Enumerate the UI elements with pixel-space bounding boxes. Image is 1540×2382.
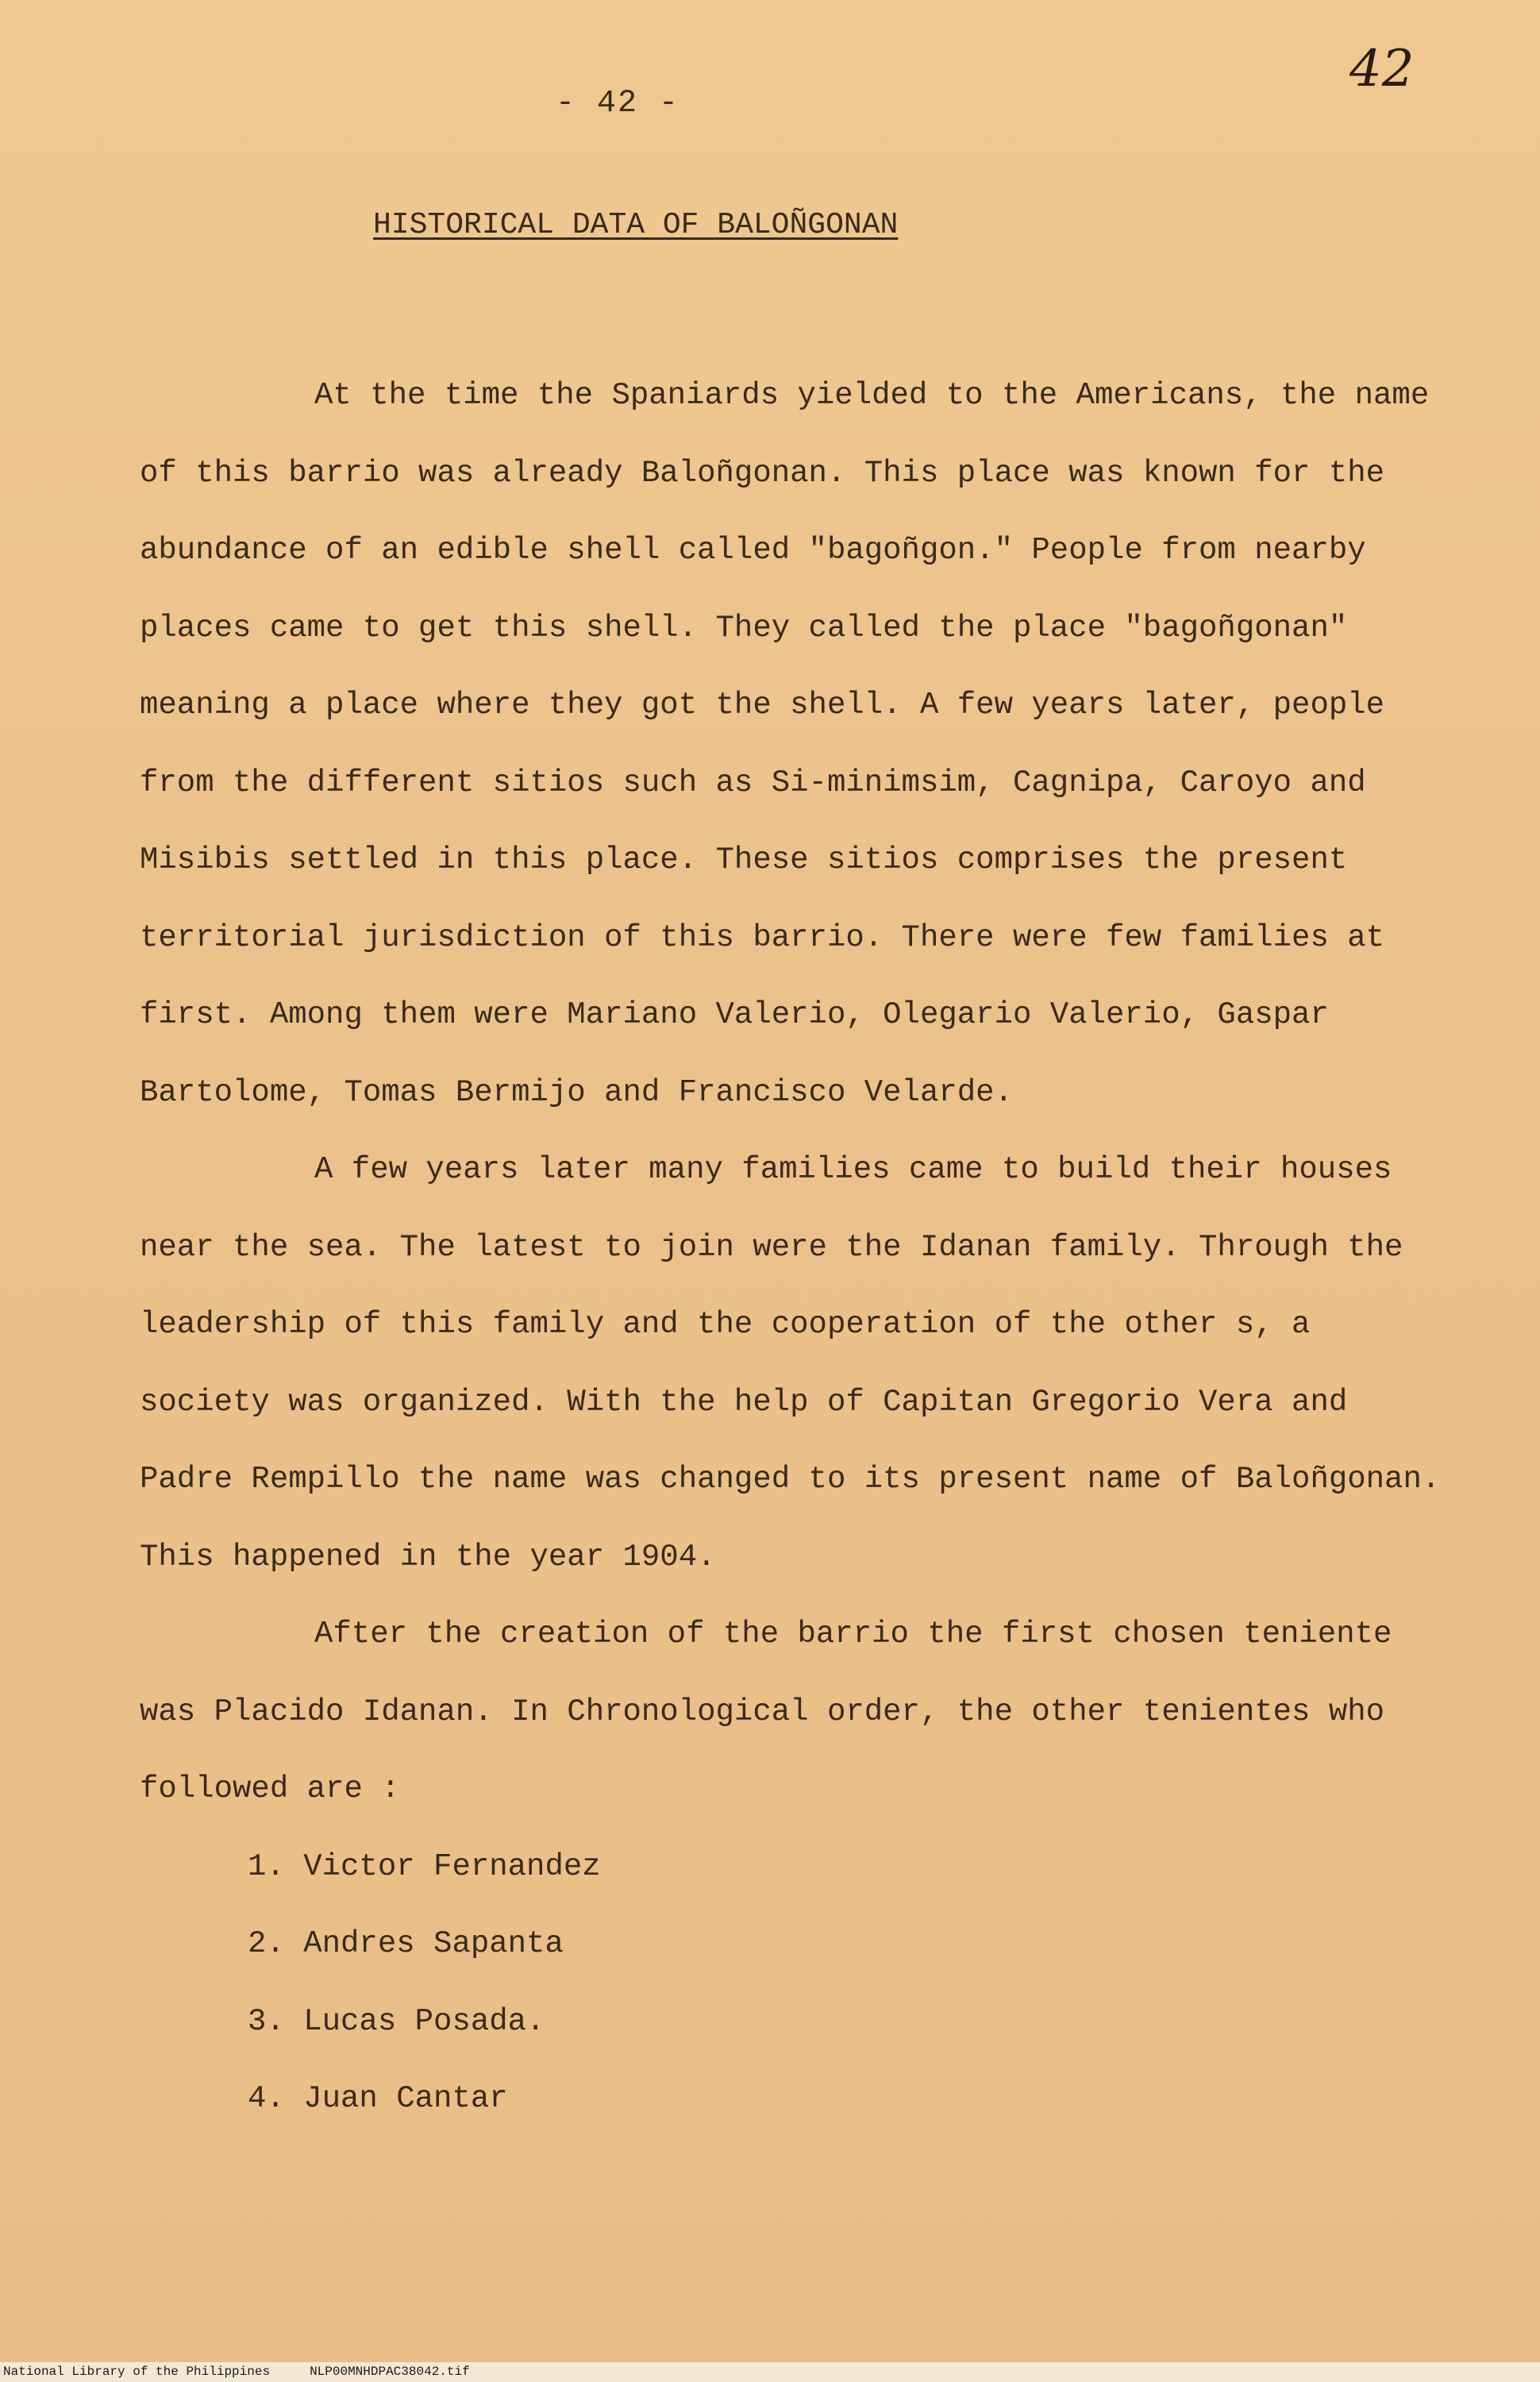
list-item: 3. Lucas Posada. [248, 2003, 545, 2039]
document-body [140, 357, 1442, 2138]
footer-file-id: NLP00MNHDPAC38042.tif [310, 2365, 470, 2379]
paragraph-origin-of-name: At the time the Spaniards yielded to the Americans, the name of this barrio was already Baloñgonan. This place was known for the abundance of an edible shell called "bagoñgon." People from nearby places came to get this shell. They called the place "bagoñgonan" meaning a place where they got the shell. A few years later, people from the different sitios such as Si-minimsim, Cagnipa, Caroyo and Misibis settled in this place. These sitios comprises the present territorial jurisdiction of this barrio. There were few families at first. Among them were Mariano Valerio, Olegario Valerio, Gaspar Bartolome, Tomas Bermijo and Francisco Velarde. [140, 378, 1430, 1110]
tenientes-list [140, 1829, 1442, 2138]
page-number: - 42 - [556, 86, 680, 121]
list-item: 1. Victor Fernandez [248, 1848, 601, 1884]
document-title: HISTORICAL DATA OF BALOÑGONAN [373, 208, 899, 242]
scan-footer [0, 2362, 1540, 2382]
list-item: 2. Andres Sapanta [248, 1926, 564, 1961]
handwritten-page-number: 42 [1349, 40, 1415, 98]
paragraph-society-organized: A few years later many families came to build their houses near the sea. The latest to join were the Idanan family. Through the leadership of this family and the cooperation of the other s, a society was organized. With the help of Capitan Gregorio Vera and Padre Rempillo the name was changed to its present name of Baloñgonan. This happened in the year 1904. [140, 1152, 1441, 1575]
paragraph-tenientes-intro: After the creation of the barrio the first chosen teniente was Placido Idanan. In Chronological order, the other tenientes who followed are : [140, 1617, 1392, 1806]
footer-library: National Library of the Philippines [3, 2365, 271, 2379]
list-item: 4. Juan Cantar [248, 2081, 508, 2116]
